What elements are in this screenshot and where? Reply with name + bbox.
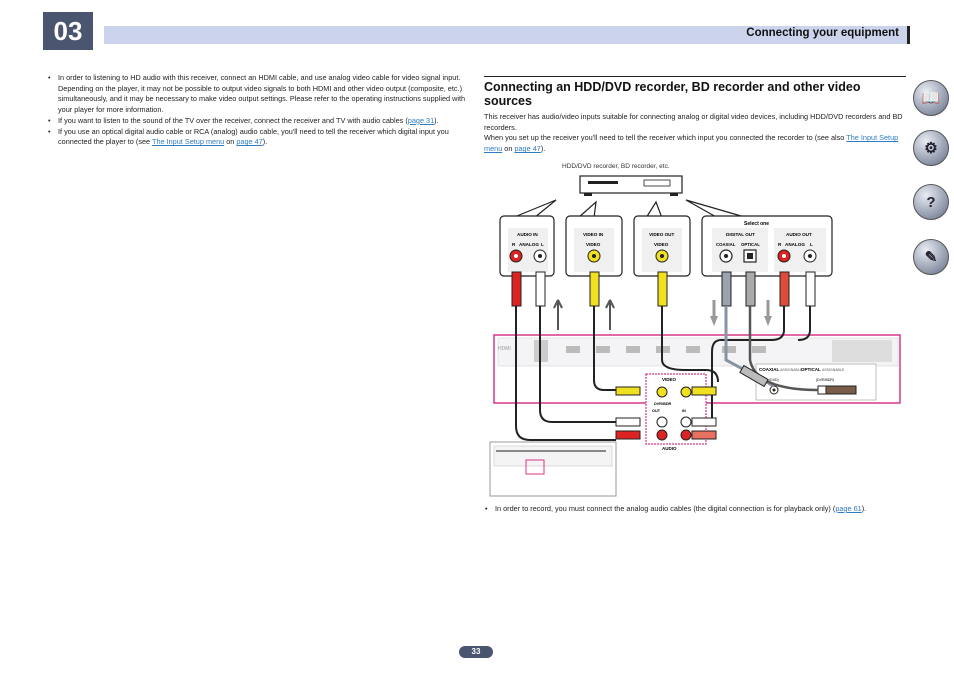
analog-label: ANALOG (519, 242, 539, 247)
intro-span: ). (540, 144, 546, 154)
bubble-video-in (566, 216, 622, 276)
left-column (47, 73, 467, 148)
r-label: R (512, 242, 516, 247)
bubble-video-out (634, 216, 690, 276)
audio-out-label: AUDIO OUT (786, 232, 812, 237)
header-bar (104, 26, 910, 44)
video-label: VIDEO (662, 377, 677, 382)
plug-white (692, 418, 716, 426)
receiver-icon[interactable]: ⚙ (913, 130, 949, 166)
section-rule (484, 76, 906, 77)
jack-white (657, 417, 667, 427)
input-setup-link[interactable]: The Input Setup menu (151, 137, 225, 147)
page-number: 33 (459, 646, 493, 658)
arrow-up (606, 300, 614, 330)
jack-red (657, 430, 667, 440)
jack-pin (782, 254, 786, 258)
bullet-hd-audio (47, 73, 467, 116)
section-intro (484, 112, 906, 155)
plug-white (536, 272, 545, 306)
video-label: VIDEO (586, 242, 601, 247)
note-text: ). (861, 504, 867, 513)
jack-pin (724, 254, 728, 258)
jack-red (681, 430, 691, 440)
out-label: OUT (652, 409, 661, 413)
jack-pin (747, 253, 753, 259)
page-link[interactable]: page 47 (514, 144, 541, 154)
plug-yellow (692, 387, 716, 395)
bullet-record (484, 504, 906, 515)
video-out-label: VIDEO OUT (649, 232, 675, 237)
bullet-text: • In order to listening to HD audio with this receiver, connect an HDMI cable, and use analog video cable for video signal input. (58, 73, 461, 82)
bubble-tail (686, 200, 748, 218)
hdmi-port (686, 346, 700, 353)
chapter-number: 03 (43, 12, 93, 50)
jack-pin (592, 254, 596, 258)
select-one-label: Select one (744, 221, 770, 227)
help-icon[interactable]: ? (913, 184, 949, 220)
jack-pin (808, 254, 812, 258)
note-text: In order to record, you must connect the analog audio cables (the digital connection is for playback only) ( (495, 504, 836, 513)
bubble-tail (512, 200, 556, 218)
bullet-text: on (224, 137, 237, 147)
bullet-text: Depending on the player, it may not be possible to output video signals to both HDMI and other video output (composite, etc.) simultaneously, and it may be necessary to make video output settings. Please refer to the operating instructions supplied with your player for more information. (58, 83, 466, 115)
panel-block (832, 340, 892, 362)
optical-jack (818, 386, 826, 394)
optical-label: OPTICAL (801, 367, 821, 372)
analog-label: ANALOG (785, 242, 805, 247)
plug-coaxial (722, 272, 731, 306)
plug-optical (746, 272, 755, 306)
bullet-optical (47, 127, 467, 148)
coaxial-label: COAXIAL (759, 367, 780, 372)
plug-red (616, 431, 640, 439)
r-label: R (778, 242, 782, 247)
book-icon[interactable]: 📖 (913, 80, 949, 116)
dvd-label: (DVD) (769, 378, 779, 382)
intro-text: This receiver has audio/video inputs suitable for connecting analog or digital video devices, including HDD/DVD recorders and BD recorders. (484, 112, 903, 132)
arrow-head (710, 316, 718, 326)
hdmi-port (752, 346, 766, 353)
intro-span: When you set up the receiver you'll need to tell the receiver which input you connected the recorder to (see also (484, 133, 847, 143)
plug-optical (826, 386, 856, 394)
arrow-up (554, 300, 562, 330)
jack-yellow (681, 387, 691, 397)
connection-diagram (486, 160, 906, 498)
hdmi-port (566, 346, 580, 353)
appendix-icon[interactable]: ✎ (913, 239, 949, 275)
plug-yellow (590, 272, 599, 306)
bullet-tv-sound (47, 116, 467, 127)
dvr-bdr-label: (DVR/BDR) (816, 378, 835, 382)
bubble-audio-in (500, 216, 554, 276)
in-label: IN (682, 409, 686, 413)
jack-yellow (657, 387, 667, 397)
intro-text (484, 133, 906, 154)
audio-in-label: AUDIO IN (517, 232, 538, 237)
plug-yellow (658, 272, 667, 306)
l-label: L (541, 242, 544, 247)
plug-red (692, 431, 716, 439)
optical-label: OPTICAL (741, 242, 760, 247)
arrow-head (764, 316, 772, 326)
page-link[interactable]: page 61 (835, 504, 862, 513)
video-label: VIDEO (654, 242, 669, 247)
plug-yellow (616, 387, 640, 395)
digital-out-label: DIGITAL OUT (726, 232, 755, 237)
recording-note (484, 504, 906, 515)
receiver-inset (490, 442, 616, 496)
jack-pin (514, 254, 518, 258)
plug-white (616, 418, 640, 426)
bullet-text: ). (262, 137, 268, 147)
hdmi-port (626, 346, 640, 353)
plug-red (512, 272, 521, 306)
jack-pin (660, 254, 664, 258)
bullet-text: If you use an optical digital audio cable or RCA (analog) audio cable, you'll need to tell the receiver which digital input you connected the player to (see (58, 126, 449, 147)
plugs (512, 272, 815, 330)
bullet-text: ). (434, 115, 439, 125)
section-title: Connecting an HDD/DVD recorder, BD recorder and other video sources (484, 80, 861, 108)
jack-pin (538, 254, 542, 258)
section-heading: Connecting your equipment (746, 27, 899, 39)
l-label: L (810, 242, 813, 247)
plug-white (806, 272, 815, 306)
device-label: HDD/DVD recorder, BD recorder, etc. (562, 163, 670, 170)
assignable-label: ASSIGNABLE (822, 368, 845, 372)
bullet-text: If you want to listen to the sound of the TV over the receiver, connect the receiver and TV with audio cables ( (58, 115, 408, 125)
page-link[interactable]: page 31 (407, 115, 435, 125)
recorder-device (580, 176, 682, 196)
video-in-label: VIDEO IN (583, 232, 604, 237)
coaxial-label: COAXIAL (716, 242, 736, 247)
dvr-bdr-label: DVR/BDR (654, 402, 672, 406)
audio-label: AUDIO (662, 446, 677, 451)
jack-pin (773, 389, 776, 392)
bubble-outputs (702, 216, 832, 276)
plug-red (780, 272, 789, 306)
hdmi-port (596, 346, 610, 353)
hdmi-port (722, 346, 736, 353)
page-link[interactable]: page 47 (236, 137, 263, 147)
input-setup-link[interactable]: The Input Setup menu (484, 133, 899, 154)
hdmi-label: HDMI (498, 346, 511, 352)
assignable-label: ASSIGNABLE (780, 368, 803, 372)
jack-white (681, 417, 691, 427)
intro-span: on (502, 144, 515, 154)
